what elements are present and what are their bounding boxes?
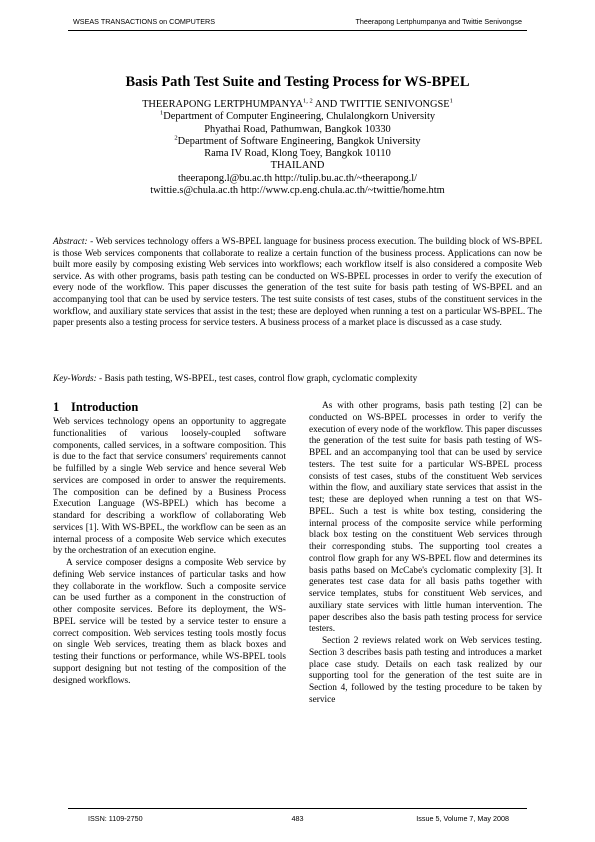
affiliation-1-address: Phyathai Road, Pathumwan, Bangkok 10330 [204, 123, 391, 135]
paper-title: Basis Path Test Suite and Testing Process for WS-BPEL [125, 74, 470, 90]
abstract [53, 237, 542, 330]
abstract-label: Abstract: [53, 237, 88, 247]
running-header-authors: Theerapong Lertphumpanya and Twittie Senivongse [355, 17, 522, 26]
footer-issn: ISSN: 1109-2750 [88, 814, 143, 823]
section-heading [53, 400, 138, 415]
left-column [53, 417, 286, 687]
paragraph: A service composer designs a composite Web service by defining Web service instances of particular tasks and how they collaborate in the workflow. Such a composite service can be used further as a component in the construction of other composite services. Before its deployment, the WS-BPEL service will be tested by a service tester to ensure a correct composition. Web services testing tools mostly focus on single Web services, treating them as black boxes and testing their functions or performance, while WS-BPEL tools support designing but not testing of the composition of the designed workflows. [53, 558, 286, 686]
header-rule [68, 30, 527, 31]
footer-rule [68, 808, 527, 809]
section-number: 1 [53, 400, 60, 414]
author-names: THEERAPONG LERTPHUMPANYA$^{1, 2}$ AND TWITTIE SENIVONGSE$^1$ [142, 97, 453, 110]
right-column [309, 401, 542, 707]
running-header-journal: WSEAS TRANSACTIONS on COMPUTERS [73, 17, 216, 26]
keywords [53, 374, 542, 386]
keywords-label: Key-Words: [53, 374, 97, 384]
paragraph: Section 2 reviews related work on Web services testing. Section 3 describes basis path testing and introduces a market place case study. Details on each task realized by our supporting tool for the generation of the test suite are in Section 4, followed by the testing procedure to be taken by service [309, 636, 542, 705]
paragraph: As with other programs, basis path testing [2] can be conducted on WS-BPEL processes in order to verify the execution of every node of the workflow. This paper discusses the generation of the test suite for basis path testing of WS-BPEL and an accompanying tool that can be used by service testers. The test suite for a particular WS-BPEL process consists of test cases, stubs of the constituent Web services within the flow, and auxiliary state services that assist in the test; these are deployed when running a test on that WS-BPEL. Such a test is white box testing, considering the internal process of the composite service while performing black box testing on the constituent Web services through their corresponding stubs. The supporting tool creates a control flow graph for any WS-BPEL flow and determines its basis paths based on McCabe's cyclomatic complexity [3]. It generates test case data for all basis paths together with service templates, stubs for constituent Web services, and auxiliary state services with little human intervention. The paper describes also the basis path testing process for service testers. [309, 401, 542, 635]
contact-line-2: twittie.s@chula.ac.th http://www.cp.eng.chula.ac.th/~twittie/home.htm [150, 185, 445, 197]
country: THAILAND [270, 160, 325, 172]
contact-line-1: theerapong.l@bu.ac.th http://tulip.bu.ac.th/~theerapong.l/ [177, 172, 418, 184]
affiliation-1: $^1$Department of Computer Engineering, Chulalongkorn University [159, 109, 436, 123]
affiliation-2: $^2$Department of Software Engineering, Bangkok University [174, 134, 421, 147]
keywords-text: - Basis path testing, WS-BPEL, test cases, control flow graph, cyclomatic complexity [96, 374, 418, 384]
paragraph: Web services technology opens an opportunity to aggregate functionalities of various loosely-coupled software components, called services, in a software composition. This is due to the fact that service consumers' requirements cannot be fulfilled by a single Web service and hence several Web services are composed in order to answer the requirements. The composition can be defined by a Business Process Execution Language (WS-BPEL) which has become a standard for describing a workflow of collaborating Web services [1]. With WS-BPEL, the workflow can be seen as an internal process of a composite Web service which executes by the orchestration of an execution engine. [53, 417, 286, 557]
footer-issue: Issue 5, Volume 7, May 2008 [416, 814, 509, 823]
page-number: 483 [291, 814, 304, 823]
author-block [0, 99, 595, 197]
abstract-text: - Web services technology offers a WS-BPEL language for business process execution. The building block of WS-BPEL is those Web services components that collaborate to realize a certain function of the business process. Applications can now be built more easily by composing existing Web services into workflows; each workflow itself is also considered a composite Web service. As with other programs, basis path testing can be conducted on WS-BPEL processes in order to verify the execution of every node of the workflow. This paper discusses the generation of the test suite for basis path testing of WS-BPEL and an accompanying tool that can be used by service testers. The test suite consists of test cases, stubs of the constituent services in the workflow, and auxiliary state services that assist in the test; these are deployed when running a test on a particular WS-BPEL. The paper presents also a testing process for service testers. A business process of a market place is discussed as a case study. [53, 237, 542, 329]
section-title: Introduction [71, 400, 139, 414]
affiliation-2-address: Rama IV Road, Klong Toey, Bangkok 10110 [204, 148, 391, 160]
